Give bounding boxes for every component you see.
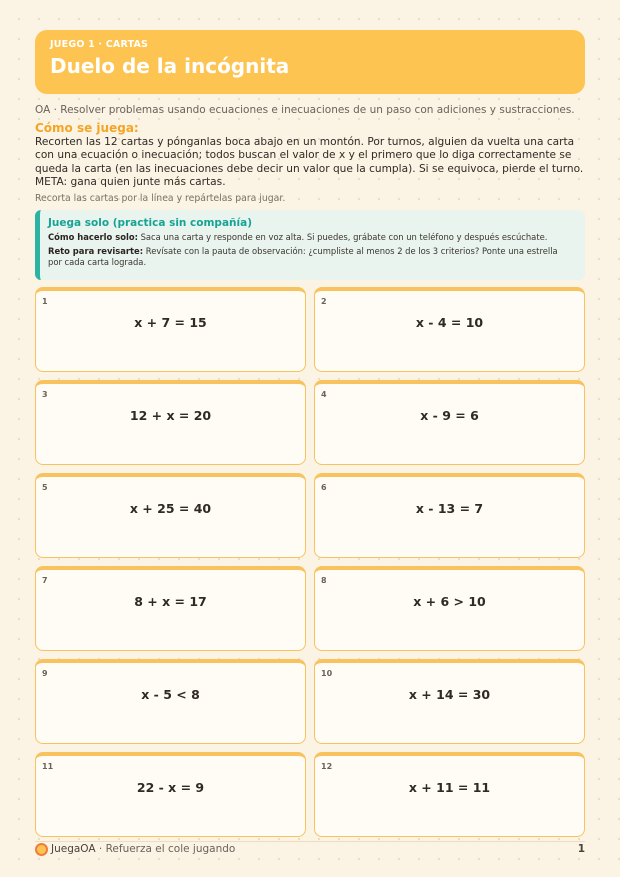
card-number: 4: [321, 390, 327, 399]
solo-how-text: Saca una carta y responde en voz alta. Si puedes, grábate con un teléfono y después escúchate.: [140, 232, 548, 242]
solo-how-label: Cómo hacerlo solo:: [48, 232, 138, 242]
equation-card[interactable]: [35, 566, 306, 651]
card-number: 8: [321, 576, 327, 585]
card-equation: x - 5 < 8: [141, 687, 200, 702]
how-to-play-heading: Cómo se juega:: [35, 121, 139, 135]
card-equation: x + 7 = 15: [134, 315, 207, 330]
card-equation: x + 11 = 11: [408, 780, 491, 795]
footer-divider: [35, 841, 585, 842]
card-equation: 22 - x = 9: [136, 780, 205, 795]
card-equation: 8 + x = 17: [134, 594, 207, 609]
card-number: 2: [321, 297, 327, 306]
header-banner: [35, 30, 585, 94]
equation-card[interactable]: [314, 566, 585, 651]
solo-challenge-text: Revísate con la pauta de observación: ¿cumpliste al menos 2 de los 3 criterios? Ponte una estrella por cada carta lograda.: [48, 246, 558, 267]
equation-card[interactable]: [314, 473, 585, 558]
card-equation: 12 + x = 20: [129, 408, 212, 423]
equation-card[interactable]: [35, 287, 306, 372]
card-number: 9: [42, 669, 48, 678]
footer-text: [51, 843, 235, 855]
equation-card[interactable]: [35, 380, 306, 465]
page-title: Duelo de la incógnita: [50, 54, 290, 78]
card-equation: x - 9 = 6: [420, 408, 479, 423]
equation-card[interactable]: [314, 659, 585, 744]
card-equation: x - 4 = 10: [415, 315, 484, 330]
footer-brand: JuegaOA: [51, 843, 96, 855]
solo-play-box: [35, 210, 585, 280]
card-number: 7: [42, 576, 48, 585]
solo-title: Juega solo (practica sin compañía): [48, 217, 252, 229]
equation-card[interactable]: [35, 473, 306, 558]
card-number: 10: [321, 669, 333, 678]
objective-text: OA · Resolver problemas usando ecuaciones e inecuaciones de un paso con adiciones y sustracciones.: [35, 104, 575, 116]
equation-card[interactable]: [314, 287, 585, 372]
card-equation: x + 25 = 40: [129, 501, 212, 516]
card-equation: x - 13 = 7: [415, 501, 484, 516]
solo-challenge-label: Reto para revisarte:: [48, 246, 144, 256]
card-number: 12: [321, 762, 333, 771]
solo-how-line: [48, 232, 573, 243]
card-number: 3: [42, 390, 48, 399]
card-equation: x + 6 > 10: [413, 594, 486, 609]
game-kicker: JUEGO 1 · CARTAS: [50, 39, 149, 50]
equation-card[interactable]: [314, 380, 585, 465]
equation-card[interactable]: [35, 659, 306, 744]
equation-card[interactable]: [314, 752, 585, 837]
card-number: 6: [321, 483, 327, 492]
brand-logo-icon: [35, 843, 48, 856]
rules-text: Recorten las 12 cartas y pónganlas boca abajo en un montón. Por turnos, alguien da vuelta una carta con una ecuación o inecuación; todos buscan el valor de x y el primero que lo diga correctamente se queda la carta (en las inecuaciones debe decir un valor que la cumpla). Si se equivoca, pierde el turno. META: gana quien junte más cartas.: [35, 136, 584, 189]
card-equation: x + 14 = 30: [408, 687, 491, 702]
solo-challenge-line: [48, 246, 573, 268]
footer-tagline: · Refuerza el cole jugando: [95, 843, 236, 855]
equation-card[interactable]: [35, 752, 306, 837]
card-number: 1: [42, 297, 48, 306]
card-number: 5: [42, 483, 48, 492]
cut-note: Recorta las cartas por la línea y repártelas para jugar.: [35, 193, 286, 204]
page-number: 1: [577, 843, 585, 855]
card-number: 11: [42, 762, 54, 771]
